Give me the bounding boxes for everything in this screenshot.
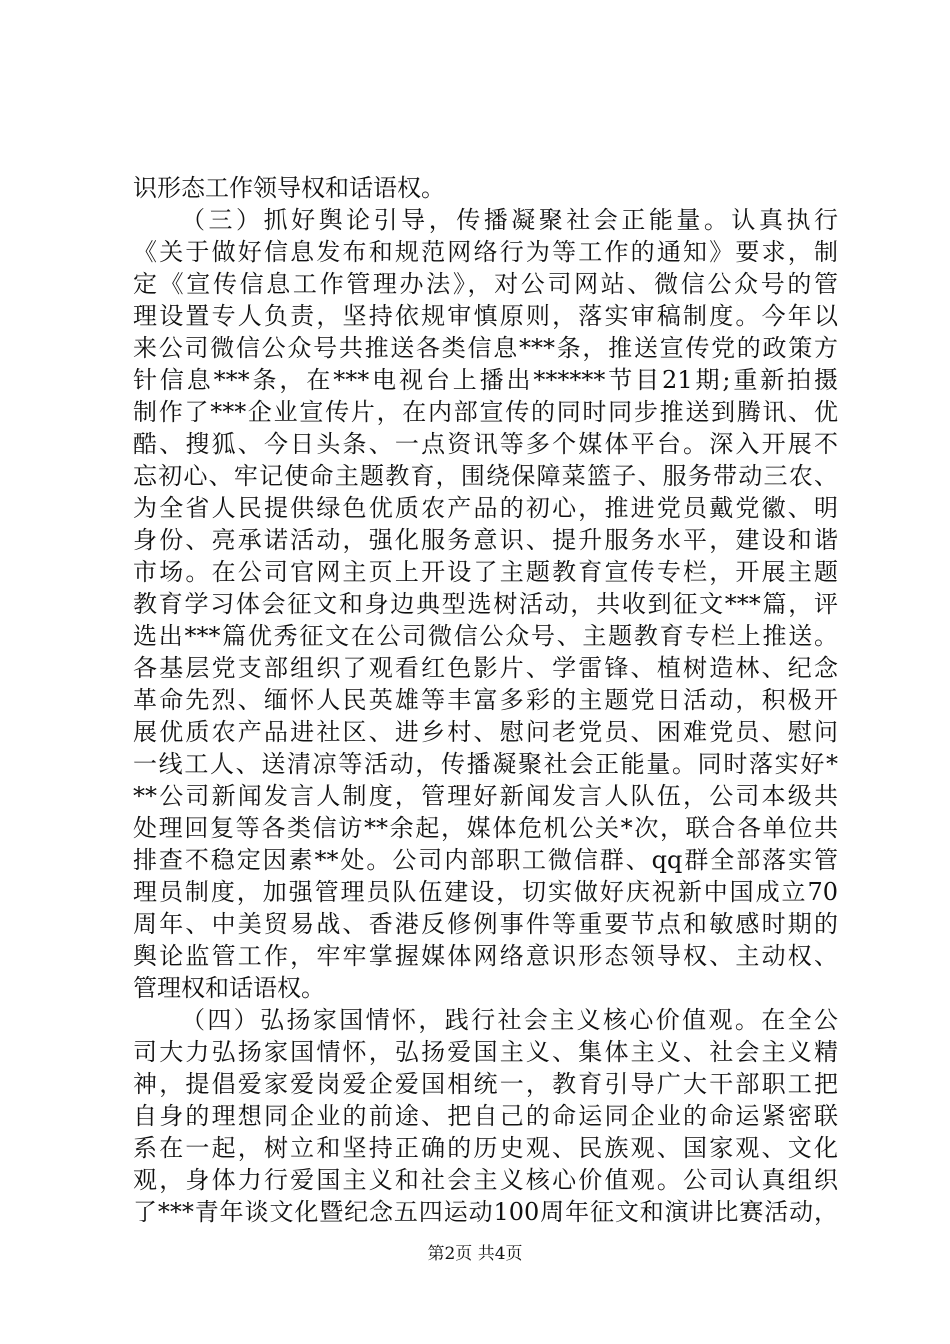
text-line: 来公司微信公众号共推送各类信息***条，推送宣传党的政策方 (133, 334, 838, 362)
text-line: 酷、搜狐、今日头条、一点资讯等多个媒体平台。深入开展不 (133, 430, 838, 458)
text-line: 身份、亮承诺活动，强化服务意识、提升服务水平，建设和谐 (133, 526, 838, 554)
text-line: 自身的理想同企业的前途、把自己的命运同企业的命运紧密联 (133, 1102, 838, 1130)
text-line: 理设置专人负责，坚持依规审慎原则，落实审稿制度。今年以 (133, 302, 838, 330)
text-line: 教育学习体会征文和身边典型选树活动，共收到征文***篇，评 (133, 590, 838, 618)
text-line: 《关于做好信息发布和规范网络行为等工作的通知》要求，制 (133, 238, 838, 266)
text-line: **公司新闻发言人制度，管理好新闻发言人队伍，公司本级共 (133, 782, 838, 810)
text-line: 一线工人、送清凉等活动，传播凝聚社会正能量。同时落实好* (133, 750, 838, 778)
text-line: 处理回复等各类信访**余起，媒体危机公关*次，联合各单位共 (133, 814, 838, 842)
text-line: 制作了***企业宣传片，在内部宣传的同时同步推送到腾讯、优 (133, 398, 838, 426)
text-line: 司大力弘扬家国情怀，弘扬爱国主义、集体主义、社会主义精 (133, 1038, 838, 1066)
text-line: 针信息***条，在***电视台上播出******节目21期;重新拍摄 (133, 366, 838, 394)
text-line: 系在一起，树立和坚持正确的历史观、民族观、国家观、文化 (133, 1134, 838, 1162)
text-line: 管理权和话语权。 (133, 974, 325, 1002)
text-line: 神，提倡爱家爱岗爱企爱国相统一，教育引导广大干部职工把 (133, 1070, 838, 1098)
text-line: 各基层党支部组织了观看红色影片、学雷锋、植树造林、纪念 (133, 654, 838, 682)
text-line: 革命先烈、缅怀人民英雄等丰富多彩的主题党日活动，积极开 (133, 686, 838, 714)
text-line: 舆论监管工作，牢牢掌握媒体网络意识形态领导权、主动权、 (133, 942, 838, 970)
text-line: 忘初心、牢记使命主题教育，围绕保障菜篮子、服务带动三农、 (133, 462, 838, 490)
text-line: 了***青年谈文化暨纪念五四运动100周年征文和演讲比赛活动， (133, 1198, 838, 1226)
text-line: 理员制度，加强管理员队伍建设，切实做好庆祝新中国成立70 (133, 878, 838, 906)
text-line: 识形态工作领导权和话语权。 (133, 174, 445, 202)
text-line: 选出***篇优秀征文在公司微信公众号、主题教育专栏上推送。 (133, 622, 838, 650)
paragraph-start-line: （四）弘扬家国情怀，践行社会主义核心价值观。在全公 (181, 1006, 838, 1034)
text-line: 排查不稳定因素**处。公司内部职工微信群、qq群全部落实管 (133, 846, 838, 874)
text-line: 观，身体力行爱国主义和社会主义核心价值观。公司认真组织 (133, 1166, 838, 1194)
text-line: 市场。在公司官网主页上开设了主题教育宣传专栏，开展主题 (133, 558, 838, 586)
text-line: 周年、中美贸易战、香港反修例事件等重要节点和敏感时期的 (133, 910, 838, 938)
text-line: 定《宣传信息工作管理办法》，对公司网站、微信公众号的管 (133, 270, 838, 298)
text-line: 展优质农产品进社区、进乡村、慰问老党员、困难党员、慰问 (133, 718, 838, 746)
paragraph-start-line: （三）抓好舆论引导，传播凝聚社会正能量。认真执行 (181, 206, 838, 234)
page-number-footer: 第2页 共4页 (427, 1244, 523, 1264)
text-line: 为全省人民提供绿色优质农产品的初心，推进党员戴党徽、明 (133, 494, 838, 522)
